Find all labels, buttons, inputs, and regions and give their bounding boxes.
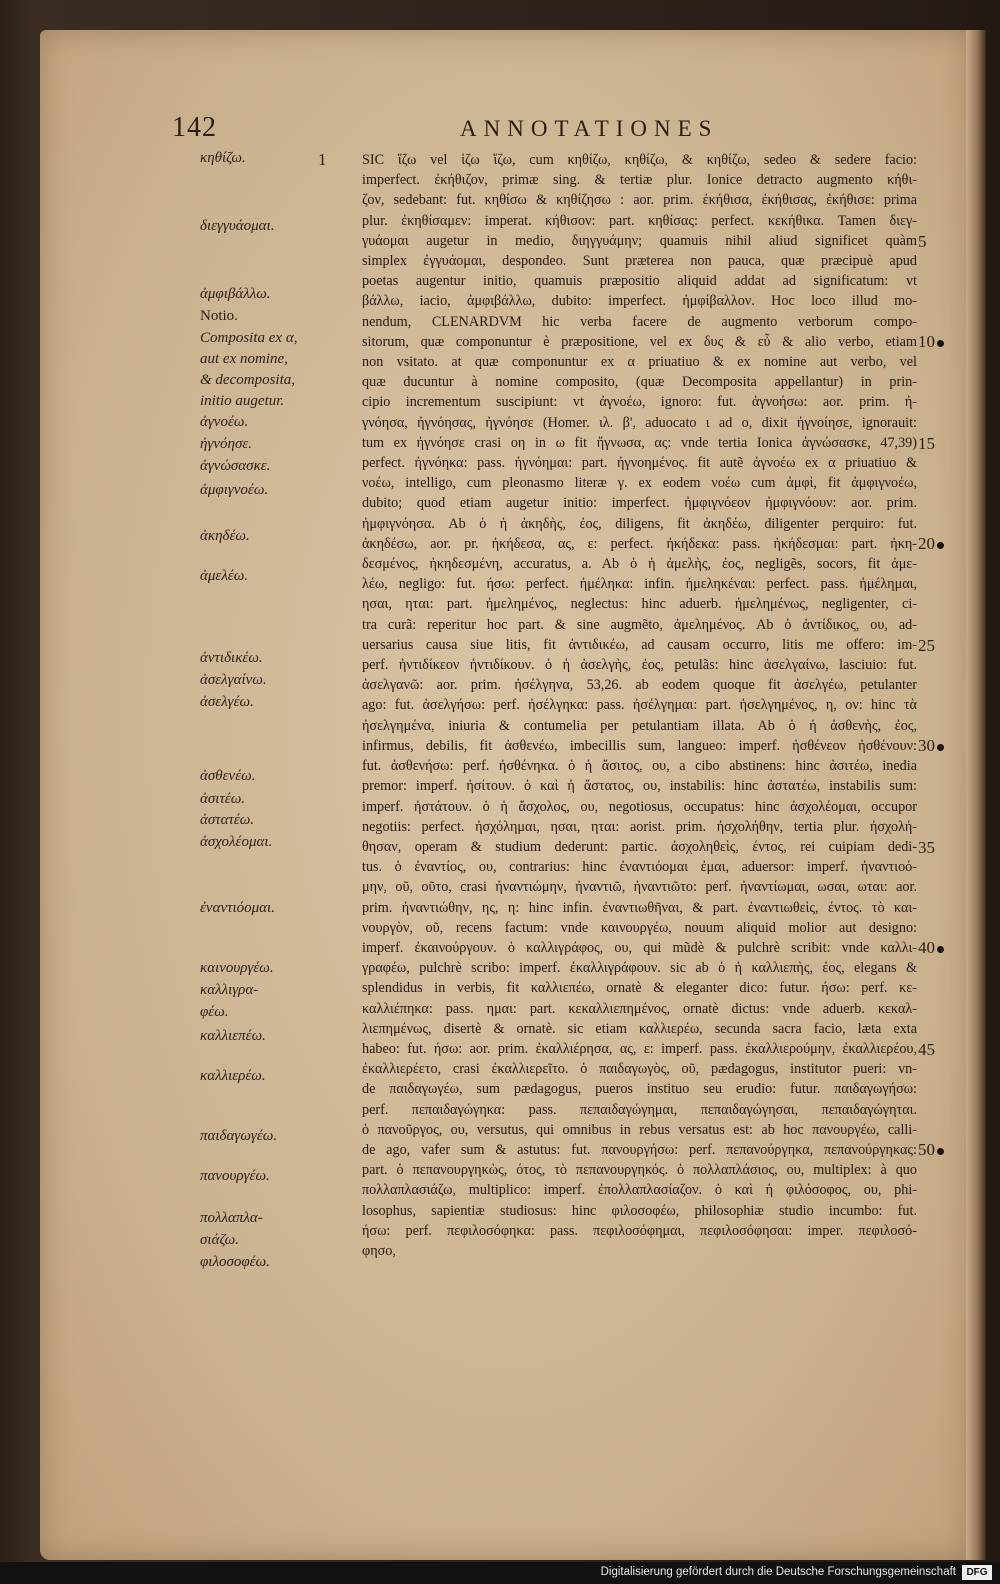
text-line: non vsitato. at quæ componuntur ex α priuatiuo & ex nomine aut verbo, vel bbox=[362, 354, 917, 371]
text-line: nendum, CLENARDVM hic verba facere de augmento verborum compo- bbox=[362, 313, 917, 330]
text-line: γνόησα, ἠγνόησας, ἠγνόησε (Homer. ιλ. β', aduocato ι ad ο, dixit ἠγνοίησε, ignorauit: bbox=[362, 414, 917, 431]
text-line: ησαι, ηται: part. ἠμελημένος, neglectus: hinc aduerb. ἠμελημένως, negligenter, ci- bbox=[362, 596, 917, 613]
text-line: βάλλω, iacio, ἀμφιβάλλω, dubito: imperfect. ἠμφίβαλλον. Hoc loco illud mo- bbox=[362, 293, 917, 310]
page-header bbox=[172, 112, 792, 146]
text-line: part. ὁ πεπανουργηκὼς, ότος, τὸ πεπανουργηκός. ὁ πολλαπλάσιος, ου, multiplex: à quo bbox=[362, 1162, 917, 1179]
text-line: simplex ἐγγυάομαι, despondeo. Sunt præterea non pauca, quæ præcipuè apud bbox=[362, 253, 917, 270]
text-line: θησαν, operam & studium dederunt: partic. ἀσχοληθεὶς, έντος, rei cuipiam dedi- bbox=[362, 838, 917, 855]
text-line: premor: imperf. ἠσίτουν. ὁ καὶ ἡ ἄστατος, ου, instabilis: hinc ἀστατέω, instabilis sum: bbox=[362, 778, 917, 795]
margin-note: διεγγυάομαι. bbox=[200, 218, 275, 234]
main-text bbox=[362, 150, 917, 1261]
margin-note: Composita ex α, bbox=[200, 330, 298, 346]
margin-note: πανουργέω. bbox=[200, 1168, 270, 1184]
text-line: tra curã: reperitur hoc part. & sine augmẽto, ἀμελημένος. Ab ὁ ἀντίδικος, ου, ad- bbox=[362, 616, 917, 633]
text-line: imperf. ἐκαινούργουν. ὁ καλλιγράφος, ου, qui mũdè & pulchrè scribit: vnde καλλι- bbox=[362, 939, 917, 956]
text-line: δεσμένος, ἠκηδεσμένη, accuratus, a. Ab ὁ ἡ ἀμελὴς, ἐος, negligẽs, socors, fit ἀμε- bbox=[362, 556, 917, 573]
text-line: tus. ὁ ἐναντίος, ου, contrarius: hinc ἐναντιόομαι ἐμαι, aduersor: imperf. ἠναντιοό- bbox=[362, 859, 917, 876]
margin-note: aut ex nomine, bbox=[200, 351, 288, 367]
margin-note: ἀσιτέω. bbox=[200, 791, 246, 807]
margin-note: πολλαπλα- bbox=[200, 1210, 263, 1226]
margin-note: Notio. bbox=[200, 308, 238, 324]
text-line: νοέω, intelligo, cum pleonasmo literæ γ. ex eodem νοέω cum ἀμφὶ, fit ἀμφιγνοέω, bbox=[362, 475, 917, 492]
margin-note: & decomposita, bbox=[200, 372, 295, 388]
text-line: habeo: fut. ήσω: aor. prim. ἐκαλλιέρησα, ας, ε: imperf. pass. ἐκαλλιερούμην, ἐκαλλιερέου, bbox=[362, 1040, 917, 1057]
margin-note: ἠγνόησε. bbox=[200, 436, 253, 452]
text-line: losophus, sapientiæ studiosus: hinc φιλοσοφέω, philosophiæ studio incumbo: fut. bbox=[362, 1202, 917, 1219]
text-line: ἀκηδέσω, aor. pr. ἠκήδεσα, ας, ε: perfect. ἠκήδεκα: pass. ἠκήδεσμαι: part. ἠκη- bbox=[362, 535, 917, 552]
line-number: 40 bbox=[918, 938, 935, 957]
text-line: plur. ἐκηθίσαμεν: imperat. κήθισον: part. κηθίσας: perfect. κεκήθικα. Tamen διεγ- bbox=[362, 212, 917, 229]
text-line: ἠμφιγνόησα. Ab ὁ ἡ ἀκηδὴς, ἐος, diligens, fit ἀκηδέω, diligenter perquiro: fut. bbox=[362, 515, 917, 532]
text-line: splendidus in verbis, fit καλλιεπέω, ornatè & eleganter dico: futur. ήσω: perf. κε- bbox=[362, 980, 917, 997]
margin-note: ἀσχολέομαι. bbox=[200, 834, 273, 850]
text-line: quæ ducuntur à nomine composito, (quæ Decomposita appellantur) in prin- bbox=[362, 374, 917, 391]
margin-note: κηθίζω. bbox=[200, 150, 246, 166]
margin-note: ἀκηδέω. bbox=[200, 528, 250, 544]
text-line: ήσω: perf. πεφιλοσόφηκα: pass. πεφιλοσόφημαι, πεφιλοσόφησαι: imper. πεφιλοσό- bbox=[362, 1222, 917, 1239]
text-line: ἐκαλλιερέετο, crasi ἐκαλλιερεῖτο. ὁ παιδαγωγὸς, οῦ, pædagogus, institutor pueri: vn- bbox=[362, 1061, 917, 1078]
margin-note: φέω. bbox=[200, 1004, 229, 1020]
bullet-icon bbox=[937, 542, 944, 549]
margin-note: ἀντιδικέω. bbox=[200, 650, 263, 666]
margin-note: καλλιεπέω. bbox=[200, 1028, 266, 1044]
text-line: γραφέω, pulchrè scribo: imperf. ἐκαλλιγράφουν. sic ab ὁ ἡ καλλιεπὴς, ἐος, elegans & bbox=[362, 960, 917, 977]
margin-note: ἀσελγαίνω. bbox=[200, 672, 267, 688]
running-head: ANNOTATIONES bbox=[460, 116, 719, 141]
page-number: 142 bbox=[172, 112, 217, 143]
text-line: ago: fut. ἀσελγήσω: perf. ἠσέλγηκα: pass. ἠσέλγημαι: part. ἠσελγημένος, η, ον: hinc τὰ bbox=[362, 697, 917, 714]
line-number: 15 bbox=[918, 434, 935, 453]
margin-note: παιδαγωγέω. bbox=[200, 1128, 278, 1144]
text-line: uersarius causa siue litis, fit ἀντιδικέω, ad causam occurro, litis me offero: im- bbox=[362, 636, 917, 653]
text-line: καλλιέπηκα: pass. ημαι: part. κεκαλλιεπημένος, ornatè dictus: vnde aduerb. κεκαλ- bbox=[362, 1000, 917, 1017]
text-line: imperf. ἠστάτουν. ὁ ἡ ἄσχολος, ου, negotiosus, occupatus: hinc ἀσχολέομαι, occupor bbox=[362, 798, 917, 815]
text-line: de ago, vafer sum & astutus: fut. πανουργήσω: perf. πεπανούργηκα, πεπανούργηκας: bbox=[362, 1141, 917, 1158]
bullet-icon bbox=[937, 340, 944, 347]
digitization-footer bbox=[0, 1562, 1000, 1584]
text-line: de παιδαγωγέω, sum pædagogus, pueros instituo seu erudio: futur. παιδαγωγήσω: bbox=[362, 1081, 917, 1098]
line-number: 35 bbox=[918, 838, 935, 857]
line-number: 50 bbox=[918, 1140, 935, 1159]
text-line: ἠσελγημένα, iniuria & contumelia per petulantiam illata. Ab ὁ ἡ ἀσθενὴς, ἐος, bbox=[362, 717, 917, 734]
text-line: γυάομαι augetur in medio, διηγγυάμην; quamuis nihil aliud significet quàm bbox=[362, 232, 917, 249]
bullet-icon bbox=[937, 946, 944, 953]
margin-note: ἐναντιόομαι. bbox=[200, 900, 275, 916]
margin-note: καινουργέω. bbox=[200, 960, 274, 976]
text-line: tum ex ἠγνόησε crasi οη in ω fit ἤγνωσα, ας: vnde tertia Ionica ἀγνώσασκε, 47,39) bbox=[362, 434, 917, 451]
text-line: μην, οῦ, οῦτο, crasi ἠναντιώμην, ἠναντιῶ, ἠναντιῶτο: perf. ἠναντίωμαι, ωσαι, ωται: aor. bbox=[362, 879, 917, 896]
text-line: infirmus, debilis, fit ἀσθενέω, imbecillis sum, langueo: imperf. ἠσθένεον ἠσθένουν: bbox=[362, 737, 917, 754]
text-line: λέω, negligo: fut. ήσω: perfect. ἠμέληκα: infin. ἠμεληκέναι: perfect. pass. ἠμέλημαι, bbox=[362, 576, 917, 593]
text-line: ὁ πανοῦργος, ου, versutus, qui omnibus in rebus versatus est: ab hoc πανουργέω, calli- bbox=[362, 1121, 917, 1138]
margin-note: ἀμφιβάλλω. bbox=[200, 286, 271, 302]
text-line: ἀσελγανῶ: aor. prim. ἠσέλγηνα, 53,26. ab eodem quoque fit ἀσελγέω, petulanter bbox=[362, 677, 917, 694]
margin-note: initio augetur. bbox=[200, 393, 285, 409]
text-line: imperfect. ἐκήθιζον, primæ sing. & tertiæ plur. Ionice detracto augmento κήθι- bbox=[362, 172, 917, 189]
text-line: prim. ἠναντιώθην, ης, η: hinc infin. ἐναντιωθῆναι, & part. ἐναντιωθεὶς, έντος. τὸ και- bbox=[362, 899, 917, 916]
text-line: negotiis: perfect. ἠσχόλημαι, ησαι, ηται: aorist. prim. ἠσχολήθην, tertia plur. ἠσχολή- bbox=[362, 818, 917, 835]
bullet-icon bbox=[937, 744, 944, 751]
margin-note: ἀστατέω. bbox=[200, 812, 255, 828]
footer-credit: Digitalisierung gefördert durch die Deutsche Forschungsgemeinschaft bbox=[600, 1566, 956, 1578]
text-line: perf. ἠντιδίκεον ἠντιδίκουν. ὁ ἡ ἀσελγὴς, ἐος, petulãs: hinc ἀσελγαίνω, lasciuio: fut. bbox=[362, 657, 917, 674]
margin-note: ἀγνοέω. bbox=[200, 414, 249, 430]
margin-note: ἀσθενέω. bbox=[200, 768, 256, 784]
bullet-icon bbox=[937, 1148, 944, 1155]
text-line: fut. ἀσθενήσω: perf. ἠσθένηκα. ὁ ἡ ἄσιτος, ου, a cibo abstinens: hinc ἀσιτέω, inedia bbox=[362, 758, 917, 775]
line-number: 20 bbox=[918, 534, 935, 553]
text-line: perfect. ἠγνόηκα: pass. ἠγνόημαι: part. ἠγνοημένος. fit autẽ ἀγνοέω ex α priuatiuo & bbox=[362, 455, 917, 472]
margin-note: σιάζω. bbox=[200, 1232, 239, 1248]
margin-note: καλλιερέω. bbox=[200, 1068, 266, 1084]
text-line: νουργὸν, οῦ, recens factum: vnde καινουργέω, nouum aliquid molior aut designo: bbox=[362, 919, 917, 936]
margin-note: ἀμφιγνοέω. bbox=[200, 482, 269, 498]
line-number: 25 bbox=[918, 636, 935, 655]
text-line: sitorum, quæ componuntur è præpositione, vel ex δυς & εὖ & alio verbo, etiam bbox=[362, 333, 917, 350]
text-line: poetas augentur initio, quamuis præpositio aliquid addat ad significatum: vt bbox=[362, 273, 917, 290]
margin-note: καλλιγρα- bbox=[200, 982, 259, 998]
text-line: perf. πεπαιδαγώγηκα: pass. πεπαιδαγώγημαι, πεπαιδαγώγησαι, πεπαιδαγώγηται. bbox=[362, 1101, 917, 1118]
line-number: 10 bbox=[918, 332, 935, 351]
text-line: πολλαπλασιάζω, multiplico: imperf. ἐπολλαπλασίαζον. ὁ καὶ ἡ φιλόσοφος, ου, phi- bbox=[362, 1182, 917, 1199]
text-line: SIC ἵζω vel ἱζω ἵζω, cum κηθίζω, κηθίζω, & κηθίζω, sedeo & sedere facio: bbox=[362, 152, 917, 168]
text-line: λιεπημένως, disertè & ornatè. sic etiam καλλιερέω, secunda sacra facio, læta exta bbox=[362, 1020, 917, 1037]
margin-note: ἀμελέω. bbox=[200, 568, 249, 584]
text-line: dubito; quod etiam augetur initio: imperfect. ἠμφιγνόεον ἠμφιγνόουν: aor. prim. bbox=[362, 495, 917, 512]
text-line: cipio incrementum suscipiunt: vt ἀγνοέω, ignoro: fut. ἀγνοήσω: aor. prim. ἠ- bbox=[362, 394, 917, 411]
text-line: ζον, sedebant: fut. κηθίσω & κηθίζησω : aor. prim. ἐκήθισα, ἐκήθισας, ἐκήθισε: prima bbox=[362, 192, 917, 209]
line-number: 1 bbox=[318, 150, 327, 169]
margin-note: ἀγνώσασκε. bbox=[200, 458, 271, 474]
line-number: 30 bbox=[918, 736, 935, 755]
text-line: φησο, bbox=[362, 1242, 396, 1259]
line-number: 5 bbox=[918, 232, 927, 251]
dfg-logo: DFG bbox=[962, 1565, 992, 1580]
line-number: 45 bbox=[918, 1040, 935, 1059]
page-edge bbox=[966, 30, 986, 1560]
margin-note: ἀσελγέω. bbox=[200, 694, 254, 710]
margin-note: φιλοσοφέω. bbox=[200, 1254, 270, 1270]
